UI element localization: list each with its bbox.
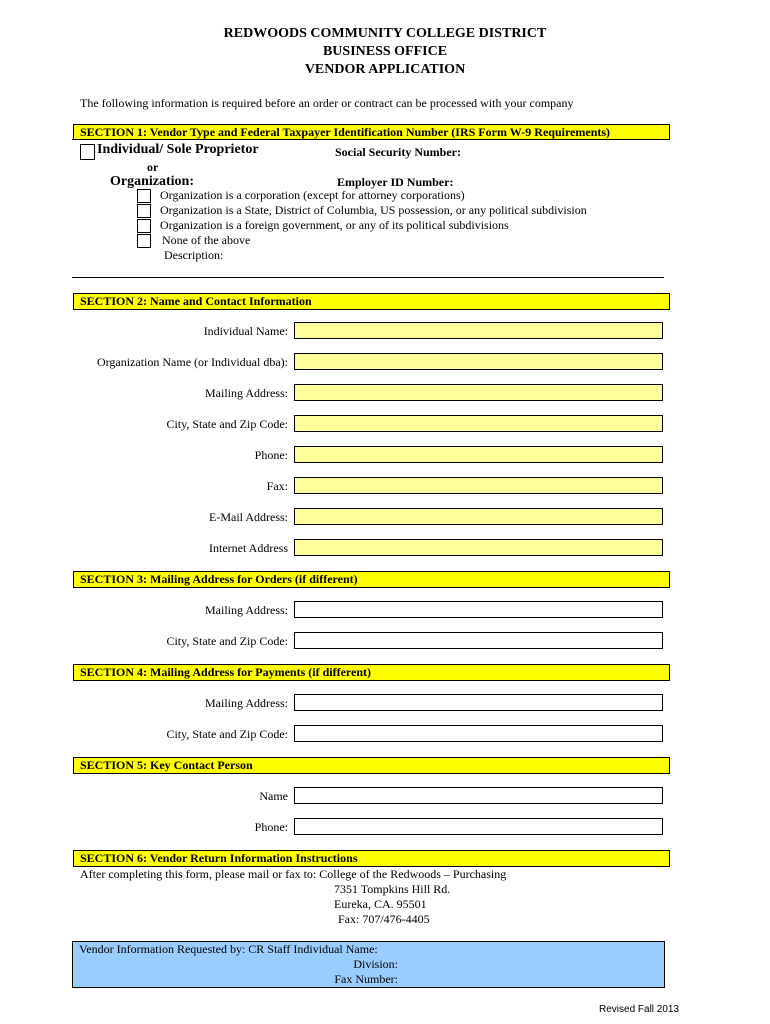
individual-name-label: Individual Name:	[203, 324, 288, 338]
revised-date: Revised Fall 2013	[599, 1004, 680, 1015]
foreign-government-checkbox[interactable]	[137, 219, 151, 233]
section1-rule	[72, 139, 664, 140]
vendor-application-title: VENDOR APPLICATION	[304, 62, 466, 77]
staff-fax-label: Fax Number:	[334, 972, 398, 986]
orders-mailing-address-label: Mailing Address:	[205, 603, 288, 617]
orders-mailing-address-field[interactable]	[294, 601, 663, 618]
none-option: None of the above	[162, 233, 251, 247]
staff-division-label: Division:	[353, 957, 398, 971]
section3-header: SECTION 3: Mailing Address for Orders (if different)	[73, 571, 670, 588]
organization-name-field[interactable]	[294, 353, 663, 370]
internet-address-label: Internet Address	[209, 541, 288, 555]
state-entity-checkbox[interactable]	[137, 204, 151, 218]
section4-header: SECTION 4: Mailing Address for Payments (if different)	[73, 664, 670, 681]
individual-checkbox[interactable]	[80, 144, 95, 160]
corporation-option: Organization is a corporation (except for attorney corporations)	[160, 188, 465, 202]
payments-city-state-zip-field[interactable]	[294, 725, 663, 742]
or-label: or	[147, 160, 159, 174]
ein-label: Employer ID Number:	[337, 175, 454, 189]
corporation-checkbox[interactable]	[137, 189, 151, 203]
section1-bottom-rule	[72, 277, 664, 278]
return-instructions: After completing this form, please mail or fax to: College of the Redwoods – Purchasing	[80, 867, 507, 881]
email-field[interactable]	[294, 508, 663, 525]
organization-name-label: Organization Name (or Individual dba):	[96, 355, 288, 369]
fax-label: Fax:	[266, 479, 288, 493]
foreign-government-option: Organization is a foreign government, or any of its political subdivisions	[160, 218, 509, 232]
internet-address-field[interactable]	[294, 539, 663, 556]
payments-city-state-zip-label: City, State and Zip Code:	[166, 727, 288, 741]
section2-header: SECTION 2: Name and Contact Information	[73, 293, 670, 310]
payments-mailing-address-label: Mailing Address:	[205, 696, 288, 710]
individual-label: Individual/ Sole Proprietor	[97, 142, 259, 157]
return-address-city: Eureka, CA. 95501	[334, 897, 427, 911]
college-district-title: REDWOODS COMMUNITY COLLEGE DISTRICT	[223, 26, 547, 41]
city-state-zip-label: City, State and Zip Code:	[166, 417, 288, 431]
return-fax: Fax: 707/476-4405	[338, 912, 430, 926]
contact-phone-field[interactable]	[294, 818, 663, 835]
contact-phone-label: Phone:	[254, 820, 288, 834]
section1-header: SECTION 1: Vendor Type and Federal Taxpayer Identification Number (IRS Form W-9 Requirements)	[73, 124, 670, 140]
intro-text: The following information is required before an order or contract can be processed with your company	[80, 96, 574, 110]
description-label: Description:	[164, 248, 224, 262]
mailing-address-label: Mailing Address:	[205, 386, 288, 400]
none-checkbox[interactable]	[137, 234, 151, 248]
orders-city-state-zip-label: City, State and Zip Code:	[166, 634, 288, 648]
staff-requested-by-label: Vendor Information Requested by: CR Staff Individual Name:	[79, 942, 378, 956]
orders-city-state-zip-field[interactable]	[294, 632, 663, 649]
city-state-zip-field[interactable]	[294, 415, 663, 432]
individual-name-field[interactable]	[294, 322, 663, 339]
return-address-street: 7351 Tompkins Hill Rd.	[334, 882, 451, 896]
email-label: E-Mail Address:	[209, 510, 288, 524]
section5-header: SECTION 5: Key Contact Person	[73, 757, 670, 774]
phone-field[interactable]	[294, 446, 663, 463]
staff-requested-by-row	[72, 941, 665, 958]
fax-field[interactable]	[294, 477, 663, 494]
phone-label: Phone:	[254, 448, 288, 462]
contact-name-label: Name	[259, 789, 288, 803]
contact-name-field[interactable]	[294, 787, 663, 804]
business-office-title: BUSINESS OFFICE	[322, 44, 448, 59]
state-entity-option: Organization is a State, District of Columbia, US possession, or any political subdivision	[160, 203, 587, 217]
section6-header: SECTION 6: Vendor Return Information Instructions	[73, 850, 670, 867]
mailing-address-field[interactable]	[294, 384, 663, 401]
staff-fax-row	[72, 972, 665, 988]
ssn-label: Social Security Number:	[335, 145, 461, 159]
payments-mailing-address-field[interactable]	[294, 694, 663, 711]
organization-label: Organization:	[110, 174, 194, 189]
staff-division-row	[72, 957, 665, 973]
